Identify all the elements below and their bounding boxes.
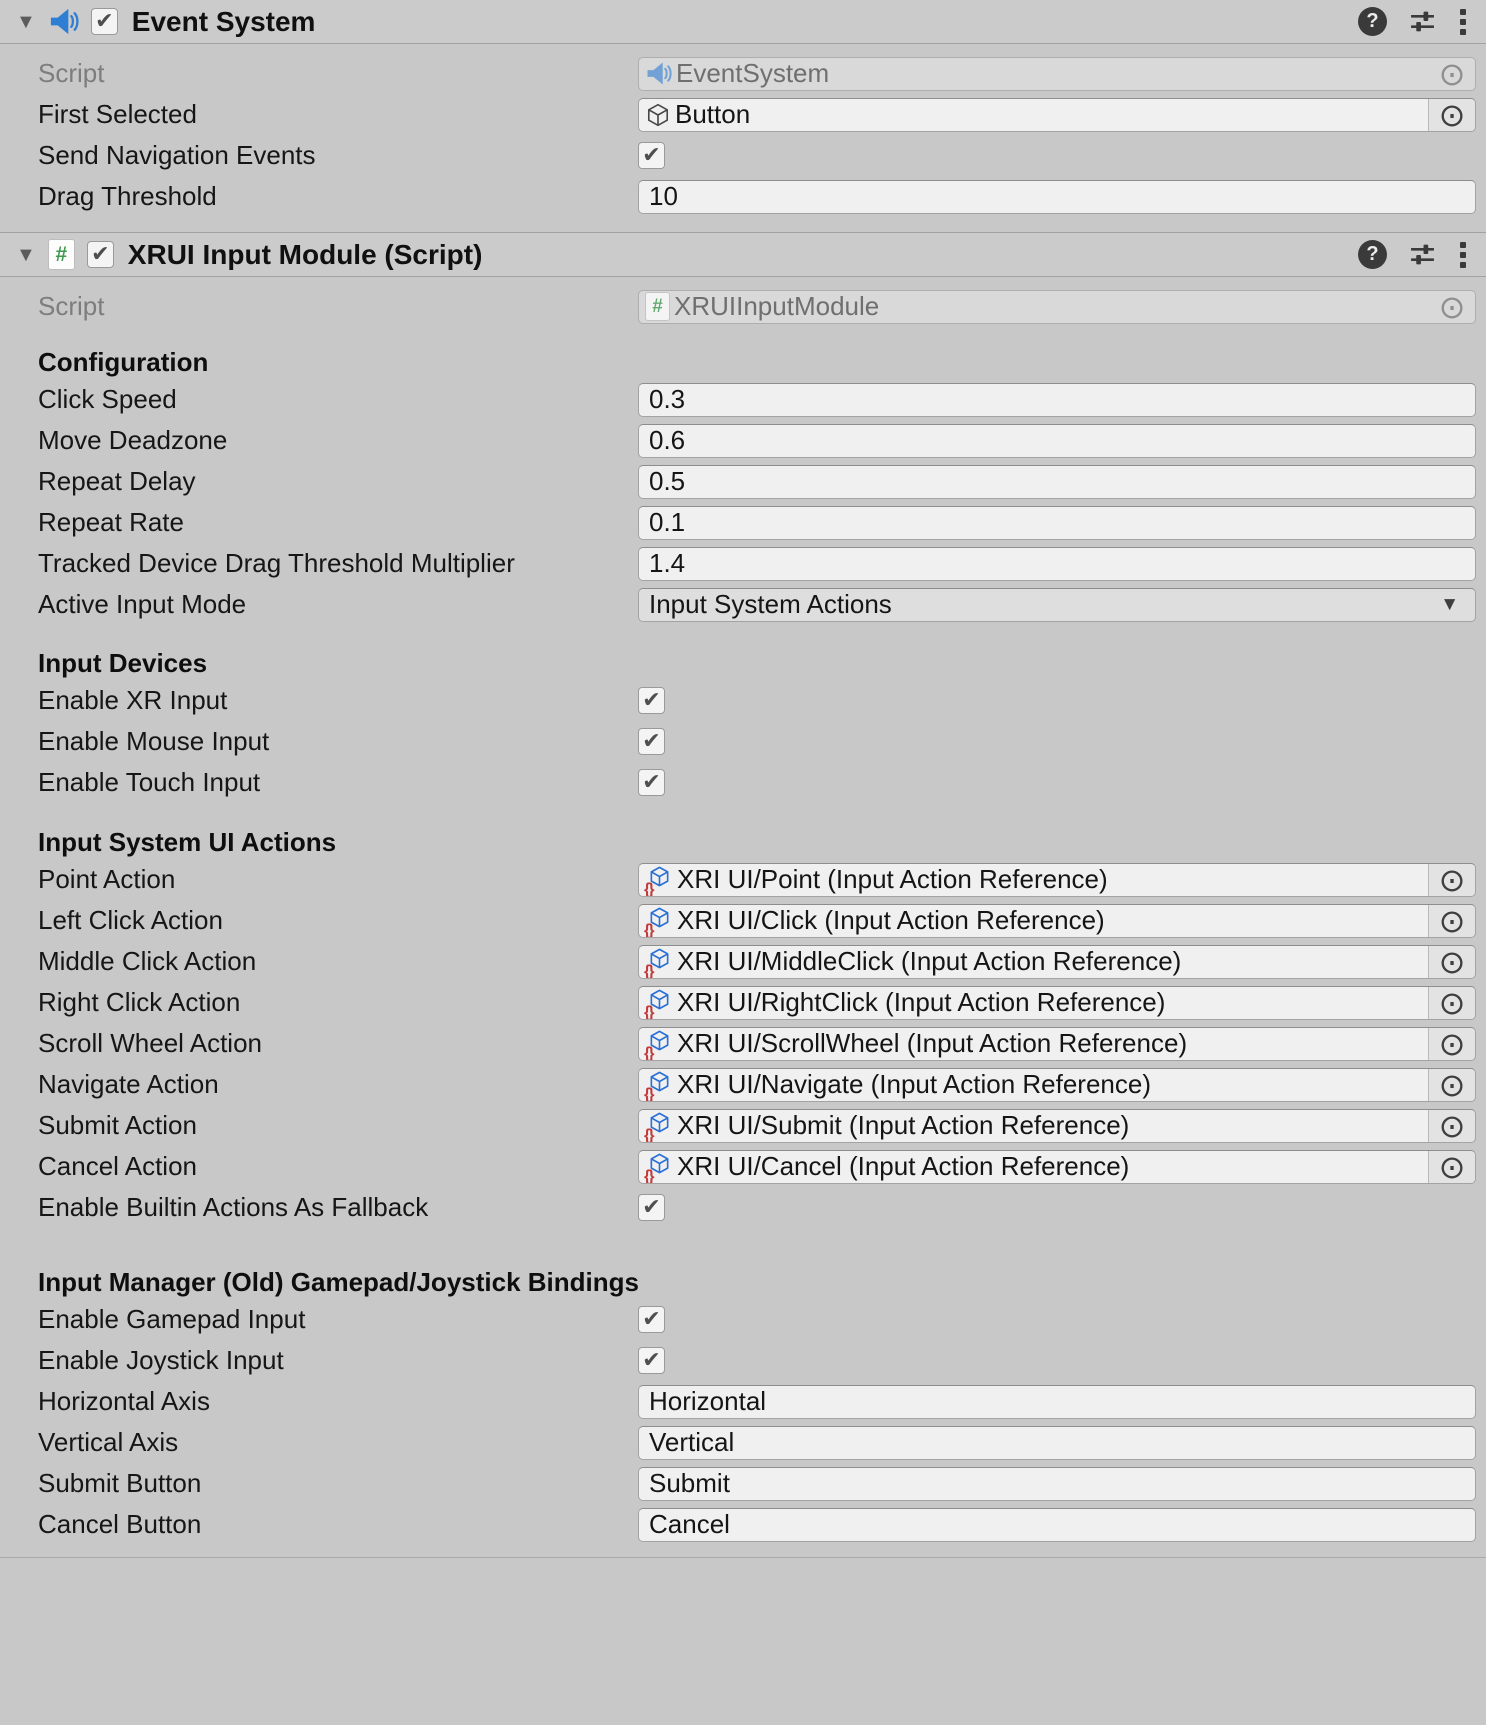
field-value: 0.5	[649, 466, 686, 496]
row-active-input-mode	[0, 584, 1486, 625]
cancel-action-field[interactable]	[638, 1150, 1476, 1184]
row-label: Script	[38, 291, 105, 321]
object-picker[interactable]	[1428, 1028, 1475, 1060]
row-repeat-rate	[0, 502, 1486, 543]
row-label: First Selected	[38, 99, 197, 129]
component-event-system	[0, 0, 1486, 232]
move-deadzone-field[interactable]	[638, 424, 1476, 458]
row-enable-builtin-actions-as-fallback	[0, 1187, 1486, 1228]
event-system-icon	[645, 60, 672, 87]
object-picker-icon: ⊙	[1438, 289, 1466, 324]
row-first-selected	[0, 94, 1486, 135]
vertical-axis-field[interactable]	[638, 1426, 1476, 1460]
object-picker[interactable]	[1428, 946, 1475, 978]
row-label: Send Navigation Events	[38, 140, 316, 170]
row-enable-joystick-input	[0, 1340, 1486, 1381]
first-selected-object-field[interactable]	[638, 98, 1476, 132]
drag-threshold-field[interactable]	[638, 180, 1476, 214]
scroll-wheel-action-field[interactable]	[638, 1027, 1476, 1061]
click-speed-field[interactable]	[638, 383, 1476, 417]
gameobject-cube-icon	[645, 102, 671, 128]
row-right-click-action	[0, 982, 1486, 1023]
csharp-script-icon: #	[645, 292, 670, 321]
enable-gamepad-input-checkbox[interactable]	[638, 1306, 665, 1333]
object-field-value: XRI UI/RightClick (Input Action Reference)	[677, 987, 1166, 1017]
row-left-click-action	[0, 900, 1486, 941]
field-value: 10	[649, 181, 678, 211]
row-enable-gamepad-input	[0, 1299, 1486, 1340]
point-action-field[interactable]	[638, 863, 1476, 897]
check-icon: ✔	[642, 687, 661, 712]
csharp-script-icon: #	[48, 239, 75, 270]
row-label: Enable XR Input	[38, 685, 228, 715]
row-label: Middle Click Action	[38, 946, 257, 976]
left-click-action-field[interactable]	[638, 904, 1476, 938]
row-enable-touch-input	[0, 762, 1486, 803]
row-cancel-button	[0, 1504, 1486, 1545]
row-script	[0, 53, 1486, 94]
component-title: XRUI Input Module (Script)	[127, 238, 483, 270]
object-picker-icon: ⊙	[1438, 944, 1466, 979]
input-action-reference-icon: {}	[645, 1152, 673, 1182]
right-click-action-field[interactable]	[638, 986, 1476, 1020]
foldout-icon[interactable]: ▼	[16, 243, 36, 266]
presets-icon[interactable]	[1409, 241, 1436, 268]
input-action-reference-icon: {}	[645, 1070, 673, 1100]
cancel-button-field[interactable]	[638, 1508, 1476, 1542]
section-heading-input-manager-old: Input Manager (Old) Gamepad/Joystick Bindings	[38, 1266, 639, 1297]
row-label: Active Input Mode	[38, 589, 247, 619]
navigate-action-field[interactable]	[638, 1068, 1476, 1102]
event-system-body	[0, 44, 1486, 232]
object-picker[interactable]	[1428, 864, 1475, 896]
row-submit-action	[0, 1105, 1486, 1146]
object-field-value: XRI UI/Point (Input Action Reference)	[677, 864, 1108, 894]
row-label: Submit Action	[38, 1110, 197, 1140]
object-picker[interactable]	[1428, 99, 1475, 131]
object-field-value: XRI UI/Click (Input Action Reference)	[677, 905, 1105, 935]
field-value: 1.4	[649, 548, 686, 578]
object-picker-icon: ⊙	[1438, 1149, 1466, 1184]
field-value: 0.3	[649, 384, 686, 414]
repeat-rate-field[interactable]	[638, 506, 1476, 540]
xrui-body	[0, 277, 1486, 1557]
check-icon: ✔	[642, 1194, 661, 1219]
row-tracked-device-drag-threshold-multiplier	[0, 543, 1486, 584]
field-value: Cancel	[649, 1509, 730, 1539]
object-picker-icon: ⊙	[1438, 1067, 1466, 1102]
submit-action-field[interactable]	[638, 1109, 1476, 1143]
script-object-field[interactable]	[638, 290, 1476, 324]
field-value: 0.1	[649, 507, 686, 537]
enable-touch-input-checkbox[interactable]	[638, 769, 665, 796]
object-picker[interactable]	[1428, 1110, 1475, 1142]
component-title: Event System	[131, 5, 316, 37]
check-icon: ✔	[91, 241, 110, 266]
object-picker[interactable]	[1428, 905, 1475, 937]
active-input-mode-dropdown[interactable]	[638, 588, 1476, 622]
row-repeat-delay	[0, 461, 1486, 502]
row-label: Enable Touch Input	[38, 767, 261, 797]
tracked-device-drag-threshold-multiplier-field[interactable]	[638, 547, 1476, 581]
check-icon: ✔	[642, 1347, 661, 1372]
object-picker-icon: ⊙	[1438, 97, 1466, 132]
check-icon: ✔	[642, 1306, 661, 1331]
check-icon: ✔	[642, 769, 661, 794]
row-click-speed	[0, 379, 1486, 420]
event-system-enabled-checkbox[interactable]	[91, 8, 118, 35]
check-icon: ✔	[642, 728, 661, 753]
field-value: Submit	[649, 1468, 730, 1498]
row-enable-mouse-input	[0, 721, 1486, 762]
row-label: Script	[38, 58, 105, 88]
inspector-empty-area	[0, 1557, 1486, 1725]
input-action-reference-icon: {}	[645, 1029, 673, 1059]
repeat-delay-field[interactable]	[638, 465, 1476, 499]
row-cancel-action	[0, 1146, 1486, 1187]
object-picker-icon: ⊙	[1438, 903, 1466, 938]
foldout-icon[interactable]: ▼	[16, 10, 36, 33]
object-picker-icon: ⊙	[1438, 985, 1466, 1020]
row-drag-threshold	[0, 176, 1486, 217]
help-icon[interactable]: ?	[1358, 240, 1387, 269]
row-label: Drag Threshold	[38, 181, 217, 211]
row-submit-button	[0, 1463, 1486, 1504]
enable-xr-input-checkbox[interactable]	[638, 687, 665, 714]
object-field-value: XRUIInputModule	[674, 291, 880, 321]
row-label: Submit Button	[38, 1468, 202, 1498]
script-object-field[interactable]	[638, 57, 1476, 91]
row-label: Horizontal Axis	[38, 1386, 210, 1416]
object-picker[interactable]	[1429, 58, 1475, 90]
input-action-reference-icon: {}	[645, 947, 673, 977]
row-label: Right Click Action	[38, 987, 241, 1017]
row-label: Enable Mouse Input	[38, 726, 270, 756]
more-menu-icon[interactable]	[1458, 7, 1468, 37]
row-label: Vertical Axis	[38, 1427, 179, 1457]
row-label: Cancel Button	[38, 1509, 202, 1539]
event-system-header[interactable]	[0, 0, 1486, 44]
object-picker-icon: ⊙	[1438, 862, 1466, 897]
input-action-reference-icon: {}	[645, 865, 673, 895]
input-action-reference-icon: {}	[645, 906, 673, 936]
object-picker-icon: ⊙	[1438, 1108, 1466, 1143]
check-icon: ✔	[642, 142, 661, 167]
enable-builtin-actions-as-fallback-checkbox[interactable]	[638, 1194, 665, 1221]
dropdown-value: Input System Actions	[649, 589, 892, 619]
row-label: Click Speed	[38, 384, 177, 414]
row-label: Cancel Action	[38, 1151, 197, 1181]
row-label: Enable Joystick Input	[38, 1345, 284, 1375]
field-value: 0.6	[649, 425, 686, 455]
object-field-value: XRI UI/MiddleClick (Input Action Reference)	[677, 946, 1182, 976]
section-heading-configuration: Configuration	[38, 346, 209, 377]
row-label: Enable Gamepad Input	[38, 1304, 306, 1334]
presets-icon[interactable]	[1409, 8, 1436, 35]
input-action-reference-icon: {}	[645, 1111, 673, 1141]
enable-mouse-input-checkbox[interactable]	[638, 728, 665, 755]
header-actions	[1358, 7, 1468, 37]
object-field-value: XRI UI/ScrollWheel (Input Action Reference)	[677, 1028, 1188, 1058]
header-actions	[1358, 240, 1468, 270]
row-scroll-wheel-action	[0, 1023, 1486, 1064]
enable-joystick-input-checkbox[interactable]	[638, 1347, 665, 1374]
section-heading-input-system-ui-actions: Input System UI Actions	[38, 826, 337, 857]
row-horizontal-axis	[0, 1381, 1486, 1422]
object-picker[interactable]	[1428, 1069, 1475, 1101]
check-icon: ✔	[95, 8, 114, 33]
object-field-value: Button	[675, 99, 751, 129]
object-picker-icon: ⊙	[1438, 56, 1466, 91]
event-system-icon	[48, 6, 79, 37]
row-label: Repeat Delay	[38, 466, 196, 496]
xrui-enabled-checkbox[interactable]	[87, 241, 114, 268]
field-value: Horizontal	[649, 1386, 767, 1416]
submit-button-field[interactable]	[638, 1467, 1476, 1501]
middle-click-action-field[interactable]	[638, 945, 1476, 979]
section-heading-input-devices: Input Devices	[38, 647, 208, 678]
row-label: Enable Builtin Actions As Fallback	[38, 1192, 429, 1222]
component-xrui-input-module	[0, 232, 1486, 1557]
row-script	[0, 286, 1486, 327]
field-value: Vertical	[649, 1427, 735, 1457]
row-middle-click-action	[0, 941, 1486, 982]
row-send-navigation-events	[0, 135, 1486, 176]
row-enable-xr-input	[0, 680, 1486, 721]
send-navigation-events-checkbox[interactable]	[638, 142, 665, 169]
object-field-value: XRI UI/Navigate (Input Action Reference)	[677, 1069, 1152, 1099]
row-label: Scroll Wheel Action	[38, 1028, 262, 1058]
row-label: Point Action	[38, 864, 176, 894]
object-picker-icon: ⊙	[1438, 1026, 1466, 1061]
help-icon[interactable]: ?	[1358, 7, 1387, 36]
object-field-value: EventSystem	[676, 58, 830, 88]
row-point-action	[0, 859, 1486, 900]
row-vertical-axis	[0, 1422, 1486, 1463]
xrui-input-module-header[interactable]	[0, 232, 1486, 277]
row-navigate-action	[0, 1064, 1486, 1105]
more-menu-icon[interactable]	[1458, 240, 1468, 270]
input-action-reference-icon: {}	[645, 988, 673, 1018]
row-label: Tracked Device Drag Threshold Multiplier	[38, 548, 515, 578]
object-picker[interactable]	[1428, 1151, 1475, 1183]
horizontal-axis-field[interactable]	[638, 1385, 1476, 1419]
object-picker[interactable]	[1428, 987, 1475, 1019]
chevron-down-icon: ▼	[1440, 593, 1459, 615]
object-field-value: XRI UI/Submit (Input Action Reference)	[677, 1110, 1130, 1140]
object-field-value: XRI UI/Cancel (Input Action Reference)	[677, 1151, 1130, 1181]
row-label: Left Click Action	[38, 905, 223, 935]
row-label: Repeat Rate	[38, 507, 184, 537]
object-picker[interactable]	[1429, 291, 1475, 323]
row-move-deadzone	[0, 420, 1486, 461]
row-label: Navigate Action	[38, 1069, 219, 1099]
row-label: Move Deadzone	[38, 425, 228, 455]
